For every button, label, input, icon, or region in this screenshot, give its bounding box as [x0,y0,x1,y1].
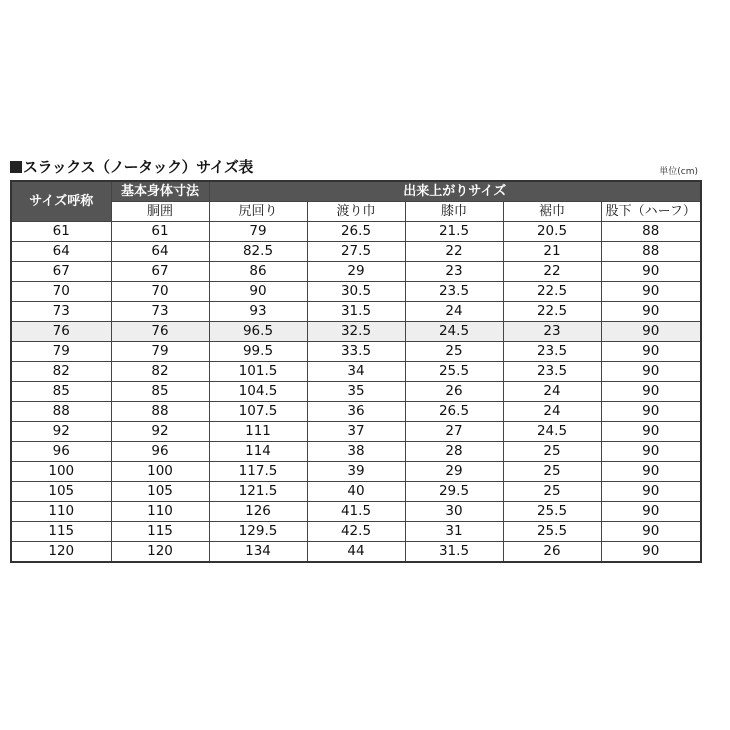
cell-inseam: 90 [601,382,701,402]
cell-waist: 79 [111,342,209,362]
cell-knee: 23.5 [405,282,503,302]
cell-waist: 110 [111,502,209,522]
cell-hip: 117.5 [209,462,307,482]
cell-hip: 86 [209,262,307,282]
cell-thigh: 32.5 [307,322,405,342]
cell-hem: 25 [503,482,601,502]
table-row [11,342,701,362]
cell-knee: 28 [405,442,503,462]
table-row [11,322,701,342]
cell-hip: 99.5 [209,342,307,362]
cell-inseam: 90 [601,282,701,302]
cell-thigh: 36 [307,402,405,422]
cell-knee: 30 [405,502,503,522]
cell-waist: 61 [111,222,209,242]
cell-hem: 24.5 [503,422,601,442]
cell-size: 64 [11,242,111,262]
title-text: スラックス（ノータック）サイズ表 [23,158,253,176]
cell-thigh: 41.5 [307,502,405,522]
cell-size: 92 [11,422,111,442]
cell-hem: 25.5 [503,502,601,522]
cell-waist: 120 [111,542,209,563]
cell-thigh: 30.5 [307,282,405,302]
table-row [11,362,701,382]
header-col-hem: 裾巾 [503,202,601,222]
cell-inseam: 88 [601,222,701,242]
cell-hem: 24 [503,382,601,402]
cell-knee: 25 [405,342,503,362]
cell-inseam: 90 [601,522,701,542]
table-row [11,542,701,563]
cell-waist: 67 [111,262,209,282]
cell-inseam: 90 [601,422,701,442]
cell-hem: 22.5 [503,302,601,322]
cell-inseam: 90 [601,362,701,382]
cell-hem: 22 [503,262,601,282]
header-row-1 [11,181,701,202]
cell-knee: 26.5 [405,402,503,422]
cell-thigh: 33.5 [307,342,405,362]
cell-knee: 21.5 [405,222,503,242]
table-row [11,442,701,462]
cell-thigh: 39 [307,462,405,482]
cell-thigh: 29 [307,262,405,282]
header-finished-group: 出来上がりサイズ [209,181,701,202]
cell-knee: 24 [405,302,503,322]
cell-inseam: 90 [601,502,701,522]
cell-hip: 121.5 [209,482,307,502]
cell-hem: 23.5 [503,362,601,382]
cell-waist: 88 [111,402,209,422]
cell-inseam: 90 [601,342,701,362]
cell-hip: 111 [209,422,307,442]
table-row [11,242,701,262]
cell-size: 120 [11,542,111,563]
cell-thigh: 26.5 [307,222,405,242]
cell-size: 110 [11,502,111,522]
cell-size: 79 [11,342,111,362]
cell-thigh: 38 [307,442,405,462]
cell-size: 115 [11,522,111,542]
cell-waist: 105 [111,482,209,502]
cell-hip: 126 [209,502,307,522]
cell-hem: 23.5 [503,342,601,362]
cell-inseam: 90 [601,322,701,342]
table-row [11,402,701,422]
cell-thigh: 27.5 [307,242,405,262]
cell-hem: 24 [503,402,601,422]
cell-hip: 104.5 [209,382,307,402]
cell-thigh: 44 [307,542,405,563]
header-size-name: サイズ呼称 [11,181,111,222]
cell-size: 105 [11,482,111,502]
cell-thigh: 40 [307,482,405,502]
cell-knee: 23 [405,262,503,282]
cell-hem: 26 [503,542,601,563]
header-col-inseam: 股下（ハーフ） [601,202,701,222]
header-col-thigh: 渡り巾 [307,202,405,222]
cell-hem: 22.5 [503,282,601,302]
cell-hem: 25 [503,462,601,482]
page-title [10,156,253,177]
table-row [11,282,701,302]
cell-knee: 26 [405,382,503,402]
cell-inseam: 90 [601,402,701,422]
header-col-hip: 尻回り [209,202,307,222]
cell-size: 61 [11,222,111,242]
cell-inseam: 90 [601,482,701,502]
cell-knee: 29 [405,462,503,482]
table-row [11,522,701,542]
cell-hem: 20.5 [503,222,601,242]
cell-knee: 31 [405,522,503,542]
cell-inseam: 90 [601,542,701,563]
table-row [11,222,701,242]
cell-hip: 82.5 [209,242,307,262]
cell-size: 88 [11,402,111,422]
cell-hem: 21 [503,242,601,262]
cell-knee: 27 [405,422,503,442]
table-row [11,422,701,442]
table-row [11,382,701,402]
size-table [10,180,702,563]
cell-hip: 107.5 [209,402,307,422]
cell-size: 67 [11,262,111,282]
cell-hip: 134 [209,542,307,563]
cell-thigh: 34 [307,362,405,382]
cell-waist: 96 [111,442,209,462]
cell-waist: 115 [111,522,209,542]
cell-thigh: 42.5 [307,522,405,542]
header-body-group: 基本身体寸法 [111,181,209,202]
cell-size: 70 [11,282,111,302]
cell-size: 100 [11,462,111,482]
cell-knee: 29.5 [405,482,503,502]
cell-waist: 100 [111,462,209,482]
cell-waist: 76 [111,322,209,342]
cell-waist: 92 [111,422,209,442]
cell-inseam: 88 [601,242,701,262]
cell-hip: 101.5 [209,362,307,382]
table-body [11,222,701,563]
header-col-waist: 胴囲 [111,202,209,222]
cell-hip: 93 [209,302,307,322]
table-row [11,502,701,522]
cell-knee: 24.5 [405,322,503,342]
cell-hip: 114 [209,442,307,462]
table-row [11,302,701,322]
cell-knee: 22 [405,242,503,262]
table-row [11,262,701,282]
cell-waist: 64 [111,242,209,262]
title-bar [10,156,700,178]
cell-hem: 23 [503,322,601,342]
cell-waist: 82 [111,362,209,382]
cell-waist: 73 [111,302,209,322]
cell-hem: 25 [503,442,601,462]
cell-thigh: 37 [307,422,405,442]
cell-waist: 85 [111,382,209,402]
cell-size: 73 [11,302,111,322]
header-row-2 [11,202,701,222]
cell-size: 82 [11,362,111,382]
cell-inseam: 90 [601,442,701,462]
cell-hip: 90 [209,282,307,302]
cell-hem: 25.5 [503,522,601,542]
cell-knee: 25.5 [405,362,503,382]
cell-waist: 70 [111,282,209,302]
cell-size: 76 [11,322,111,342]
cell-thigh: 31.5 [307,302,405,322]
cell-size: 85 [11,382,111,402]
header-col-knee: 膝巾 [405,202,503,222]
table-row [11,462,701,482]
square-bullet-icon [10,161,22,173]
cell-knee: 31.5 [405,542,503,563]
cell-hip: 129.5 [209,522,307,542]
cell-inseam: 90 [601,462,701,482]
cell-hip: 96.5 [209,322,307,342]
cell-hip: 79 [209,222,307,242]
cell-thigh: 35 [307,382,405,402]
cell-inseam: 90 [601,302,701,322]
table-row [11,482,701,502]
cell-inseam: 90 [601,262,701,282]
cell-size: 96 [11,442,111,462]
unit-label: 単位(cm) [659,167,698,177]
